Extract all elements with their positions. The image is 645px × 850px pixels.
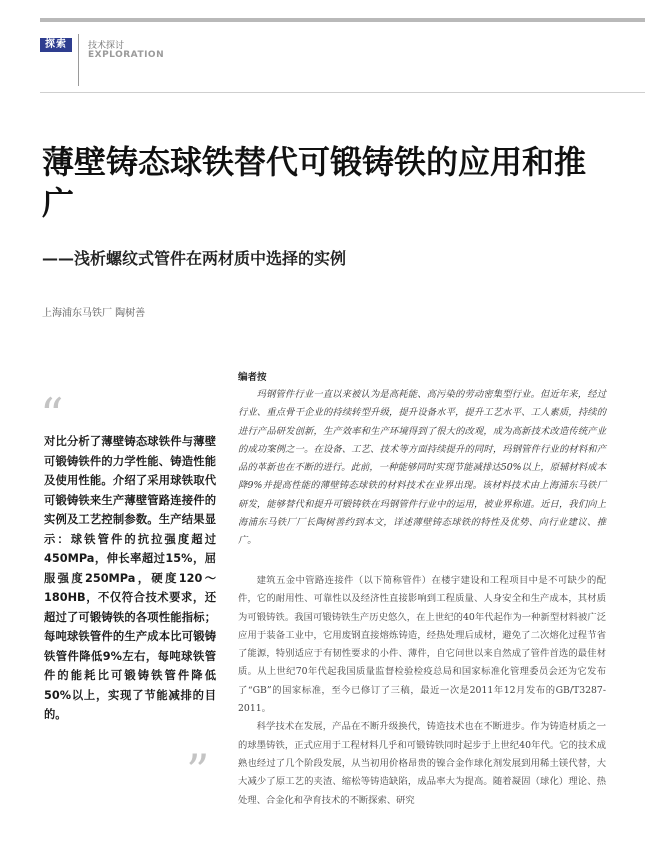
section-name-cn: 技术探讨 [88, 41, 125, 51]
editor-note: 玛钢管件行业一直以来被认为是高耗能、高污染的劳动密集型行业。但近年来，经过行业、重点骨干企业的持续转型升级，提升设备水平，提升工艺水平、工人素质，持续的进行产品研发创新，生产效率和生产环境得到了很大的改观，成为高新技术改造传统产业的成功案例之一。在设备、工艺、技术等方面持续提升的同时，玛钢管件行业的材料和产品的革新也在不断的进行。此前，一种能够同时实现节能减排达50%以上，原辅材料成本降9%并提高性能的薄壁铸态球铁的材料技术在业界出现。该材料技术由上海浦东马铁厂研发，能够替代和提升可锻铸铁在玛钢管件行业中的运用，被业界称道。近日，我们向上海浦东马铁厂厂长陶树善约到本文，详述薄壁铸态球铁的特性及优势、向行业建议、推广。 [238, 389, 606, 547]
article-subtitle: ——浅析螺纹式管件在两材质中选择的实例 [42, 249, 347, 268]
header-divider [78, 34, 79, 86]
header-top-rule [40, 18, 645, 22]
section-tag: 探索 [40, 38, 72, 52]
article-title: 薄壁铸态球铁替代可锻铸铁的应用和推广 [42, 143, 587, 222]
close-quote-icon: ” [186, 744, 210, 798]
editor-note-label: 编者按 [238, 372, 267, 383]
article-abstract: 对比分析了薄壁铸态球铁件与薄壁可锻铸铁件的力学性能、铸造性能及使用性能。介绍了采用球铁取代可锻铸铁来生产薄壁管路连接件的实例及工艺控制参数。生产结果显示：球铁管件的抗拉强度超过450MPa，伸长率超过15%，屈服强度250MPa，硬度120～180HB，不仅符合技术要求，还超过了可锻铸铁的各项性能指标；每吨球铁管件的生产成本比可锻铸铁管件降低9%左右，每吨球铁管件的能耗比可锻铸铁管件降低50%以上，实现了节能减排的目的。 [44, 435, 216, 721]
body-paragraph: 建筑五金中管路连接件（以下简称管件）在楼宇建设和工程项目中是不可缺少的配件，它的耐用性、可靠性以及经济性直接影响到工程质量、人身安全和生产成本，其材质为可锻铸铁。我国可锻铸铁生产历史悠久，在上世纪的40年代起作为一种新型材料被广泛应用于装备工业中，它用废钢直接熔炼铸造，经热处理后成材，避免了二次熔化过程节省了能源，特别适应于有韧性要求的小件、薄件，自它问世以来自然成了管件首选的最佳材质。从上世纪70年代起我国质量监督检验检疫总局和国家标准化管理委员会还为它发布了“GB”的国家标准，至今已修订了三稿，最近一次是2011年12月发布的GB/T3287-2011。 [238, 575, 606, 715]
article-authors: 上海浦东马铁厂 陶树善 [42, 308, 146, 319]
open-quote-icon: “ [40, 388, 64, 442]
article-body [238, 572, 606, 810]
body-paragraph: 科学技术在发展，产品在不断升级换代，铸造技术也在不断进步。作为铸造材质之一的球墨铸铁，正式应用于工程材料几乎和可锻铸铁同时起步于上世纪40年代。它的技术成熟也经过了几个阶段发展，从当初用价格昂贵的镍合金作球化剂发展到用稀土镁代替，大大减少了原工艺的夹渣、缩松等铸造缺陷，成品率大为提高。随着凝固（球化）理论、热处理、合金化和孕育技术的不断探索、研究 [238, 721, 606, 806]
section-name-en: EXPLORATION [88, 50, 165, 60]
header-bottom-rule [40, 92, 645, 93]
